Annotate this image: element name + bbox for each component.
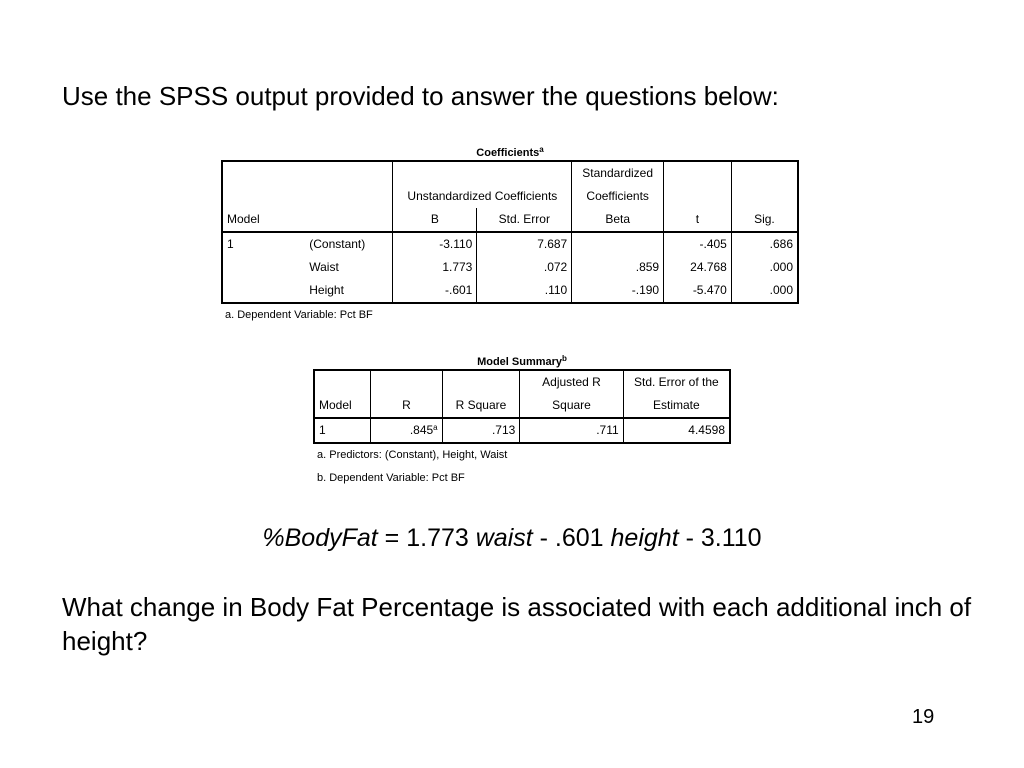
model-header: Model <box>222 208 393 232</box>
model-cell <box>222 256 305 279</box>
standardized-header-line1: Standardized <box>572 161 664 185</box>
table-row <box>314 418 730 443</box>
slide-heading: Use the SPSS output provided to answer the questions below: <box>62 81 779 111</box>
coefficients-title: Coefficients$^a$ <box>476 145 544 159</box>
model-cell: 1 <box>314 418 371 443</box>
model-header: Model <box>314 394 371 418</box>
r-header: R <box>371 394 442 418</box>
sig-cell: .686 <box>769 237 793 251</box>
term-cell: Waist <box>305 256 393 279</box>
b-cell: -.601 <box>393 279 477 303</box>
adjusted-r-header-line1: Adjusted R <box>520 370 623 394</box>
model-summary-title: Model Summary$^b$ <box>477 354 567 368</box>
b-cell: 1.773 <box>393 256 477 279</box>
model-summary-footnote-a: a. Predictors: (Constant), Height, Waist <box>317 449 508 461</box>
unstandardized-header: Unstandardized Coefficients <box>393 161 572 208</box>
standardized-header-line2: Coefficients <box>572 185 664 208</box>
sig-header: Sig. <box>731 208 798 232</box>
coefficients-table <box>221 160 799 304</box>
model-cell: 1 <box>227 237 234 251</box>
sig-cell: .000 <box>769 260 793 274</box>
se-cell: 7.687 <box>477 232 572 256</box>
term-cell: Height <box>305 279 393 303</box>
beta-cell <box>572 232 664 256</box>
adjusted-r-header-line2: Square <box>520 394 623 418</box>
t-header: t <box>664 208 732 232</box>
beta-header: Beta <box>572 208 664 232</box>
r-cell: .845$^a$ <box>371 418 442 443</box>
model-summary-output <box>313 355 731 490</box>
table-row <box>222 279 798 303</box>
t-cell: -5.470 <box>664 279 732 303</box>
b-cell: -3.110 <box>393 232 477 256</box>
beta-cell: .859 <box>572 256 664 279</box>
se-cell: .072 <box>477 256 572 279</box>
sig-cell: .000 <box>769 283 793 297</box>
std-error-estimate-header-line1: Std. Error of the <box>633 375 719 389</box>
question-text: What change in Body Fat Percentage is associated with each additional inch of height? <box>62 592 972 656</box>
coefficients-footnote: a. Dependent Variable: Pct BF <box>225 309 373 321</box>
t-cell: 24.768 <box>664 256 732 279</box>
page-number: 19 <box>912 706 935 728</box>
model-summary-table <box>313 369 731 444</box>
coefficients-output <box>221 146 799 327</box>
std-error-header: Std. Error <box>477 208 572 232</box>
model-summary-footnote-b: b. Dependent Variable: Pct BF <box>317 472 465 484</box>
r-square-header: R Square <box>442 394 520 418</box>
std-error-estimate-cell: 4.4598 <box>688 423 725 437</box>
t-cell: -.405 <box>664 232 732 256</box>
model-cell <box>222 279 305 303</box>
table-row <box>222 232 798 256</box>
se-cell: .110 <box>477 279 572 303</box>
beta-cell: -.190 <box>572 279 664 303</box>
regression-equation: %BodyFat = 1.773 waist - .601 height - 3.110 <box>262 524 762 552</box>
b-header: B <box>393 208 477 232</box>
table-row <box>222 256 798 279</box>
term-cell: (Constant) <box>305 232 393 256</box>
r-square-cell: .713 <box>442 418 520 443</box>
std-error-estimate-header-line2: Estimate <box>623 394 730 418</box>
adjusted-r-square-cell: .711 <box>520 418 623 443</box>
